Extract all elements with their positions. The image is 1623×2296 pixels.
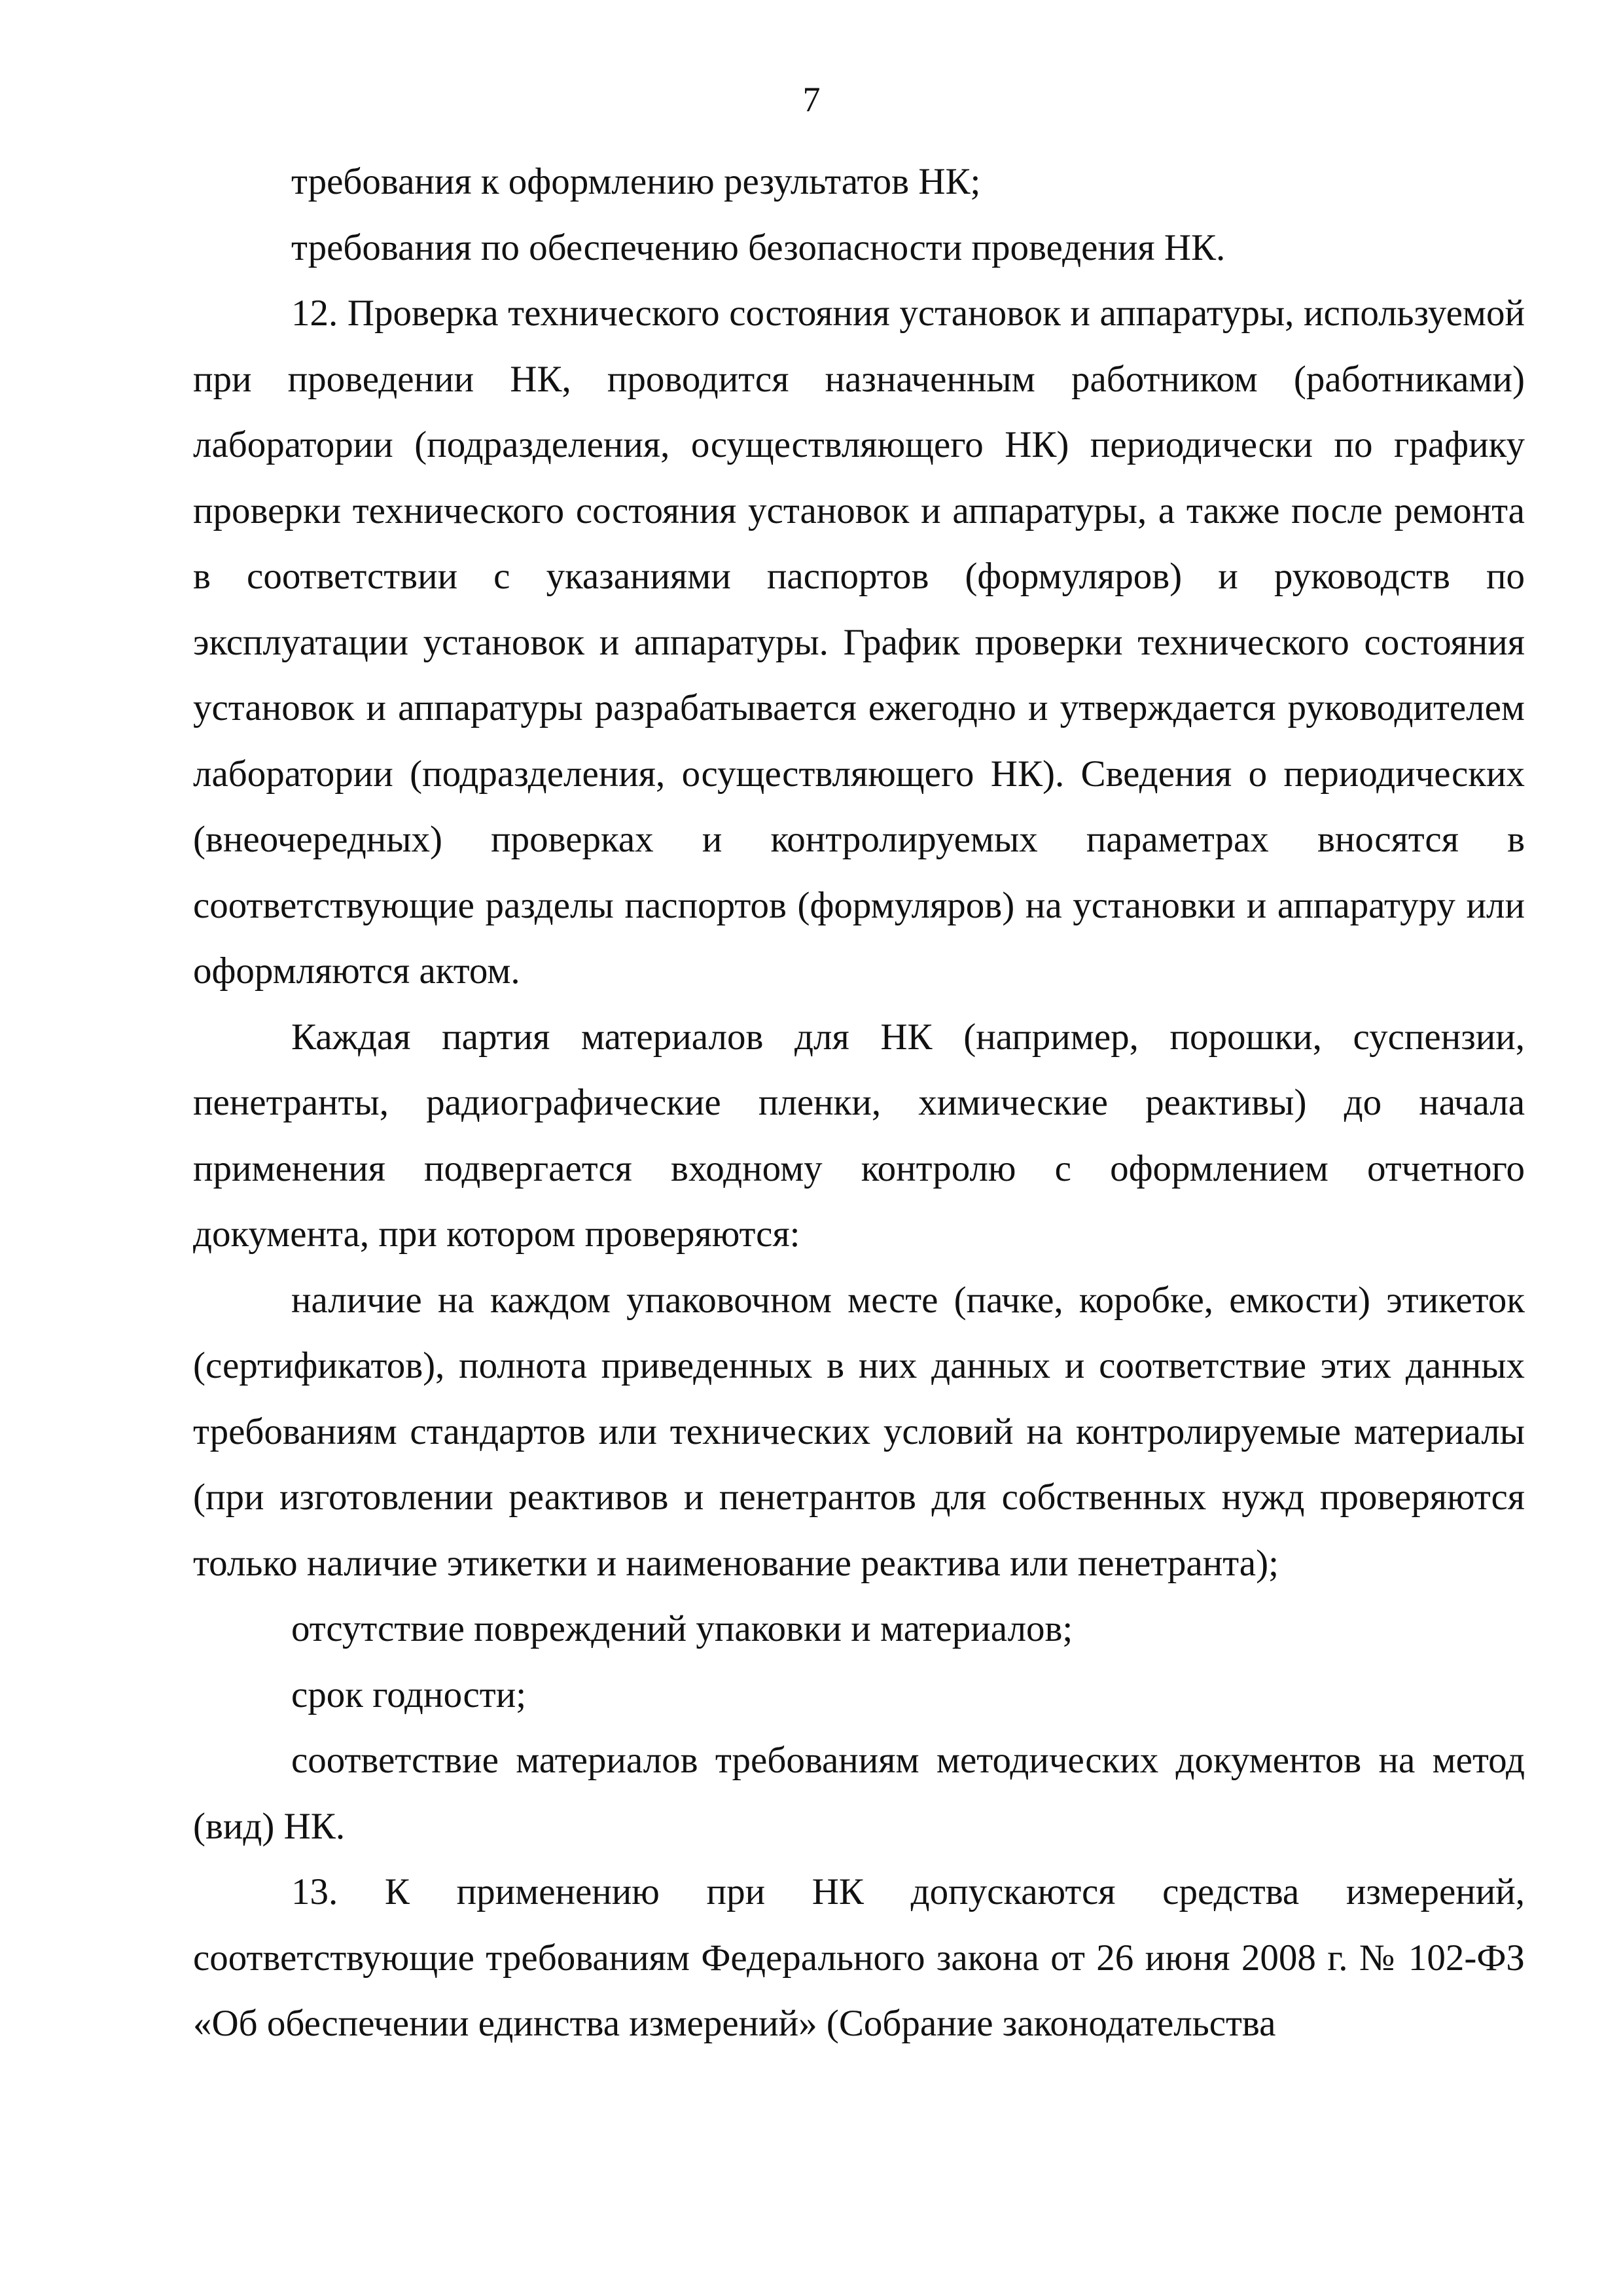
paragraph-results-requirements: требования к оформлению результатов НК; [291, 161, 981, 202]
page-number: 7 [802, 80, 821, 119]
document-body [193, 149, 1525, 2057]
paragraph-method-compliance: соответствие материалов требованиям методических документов на метод (вид) НК. [193, 1740, 1525, 1847]
paragraph-safety-requirements: требования по обеспечению безопасности проведения НК. [291, 226, 1226, 268]
paragraph-labels-check: наличие на каждом упаковочном месте (пачке, коробке, емкости) этикеток (сертификатов), полнота приведенных в них данных и соответствие этих данных требованиям стандартов или технических условий на контролируемые материалы (при изготовлении реактивов и пенетрантов для собственных нужд проверяются только наличие этикетки и наименование реактива или пенетранта); [193, 1279, 1525, 1584]
paragraph-item-13: 13. К применению при НК допускаются средства измерений, соответствующие требованиям Федерального закона от 26 июня 2008 г. № 102-ФЗ «Об обеспечении единства измерений» (Собрание законодательства [193, 1871, 1525, 2044]
paragraph-no-damage: отсутствие повреждений упаковки и материалов; [291, 1608, 1073, 1649]
paragraph-item-12: 12. Проверка технического состояния установок и аппаратуры, используемой при проведении НК, проводится назначенным работником (работниками) лаборатории (подразделения, осуществляющего НК) периодически по графику проверки технического состояния установок и аппаратуры, а также после ремонта в соответствии с указаниями паспортов (формуляров) и руководств по эксплуатации установок и аппаратуры. График проверки технического состояния установок и аппаратуры разрабатывается ежегодно и утверждается руководителем лаборатории (подразделения, осуществляющего НК). Сведения о периодических (внеочередных) проверках и контролируемых параметрах вносятся в соответствующие разделы паспортов (формуляров) на установки и аппаратуру или оформляются актом. [193, 293, 1525, 992]
paragraph-materials-batch: Каждая партия материалов для НК (например, порошки, суспензии, пенетранты, радиографические пленки, химические реактивы) до начала применения подвергается входному контролю с оформлением отчетного документа, при котором проверяются: [193, 1016, 1525, 1255]
paragraph-shelf-life: срок годности; [291, 1674, 527, 1715]
